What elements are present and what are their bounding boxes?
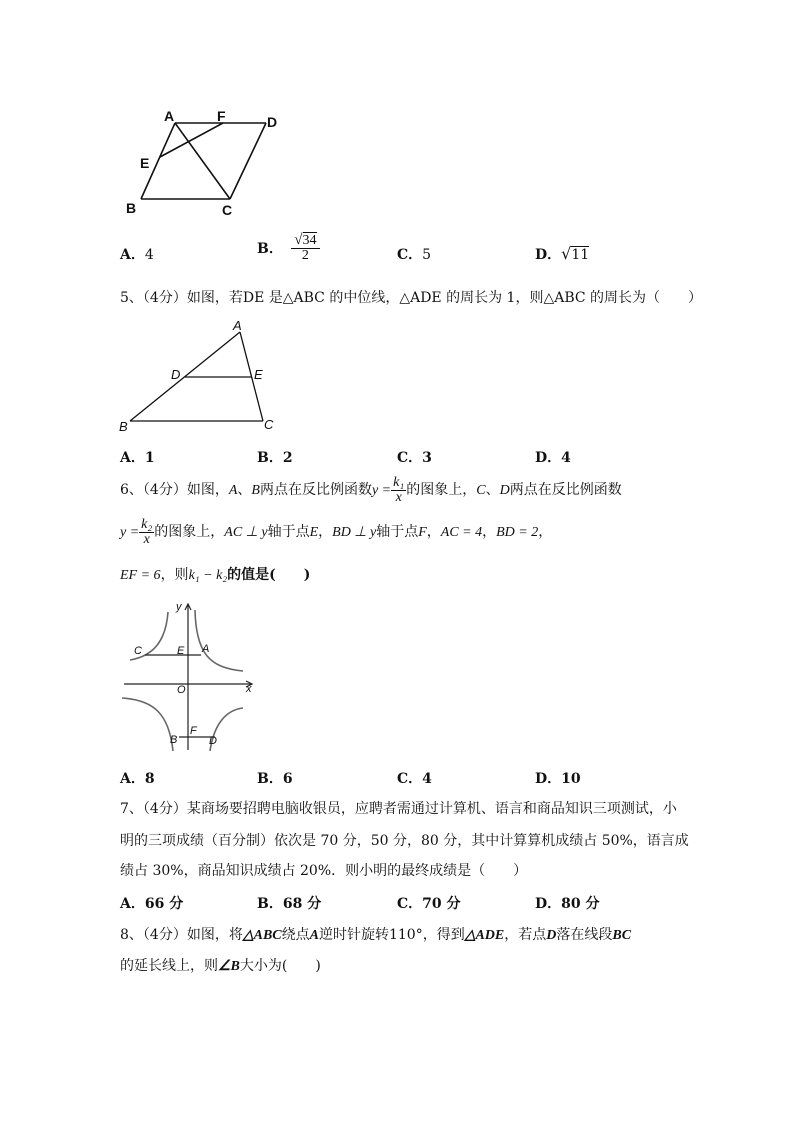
- q6-stem-line2: y = $\frac{\text{k₂}}{x}$ 的图象上，AC ⊥ y轴于点E，BD ⊥ y轴于点F，AC = 4，BD = 2，: [120, 516, 553, 547]
- q6-option-a-label: A．: [120, 771, 145, 787]
- q8-text: ，得到: [422, 927, 465, 943]
- q6-stem-line3: [120, 565, 310, 586]
- q6-option-c[interactable]: [397, 768, 432, 788]
- q4-option-c-label: C．: [397, 247, 423, 263]
- q7-option-a-value: 66 分: [144, 896, 184, 912]
- q8-segment-bc: BC: [612, 928, 632, 943]
- q7-option-a-label: A．: [120, 896, 145, 912]
- q8-text: 如图，将: [186, 927, 243, 943]
- q5-option-d[interactable]: [535, 447, 571, 467]
- q6-option-a[interactable]: [120, 768, 155, 788]
- q4-option-b-denominator: 2: [301, 248, 309, 263]
- q7-option-b[interactable]: [257, 893, 321, 913]
- q8-rotation-angle: 110°: [388, 927, 423, 943]
- q6-point-a: A: [228, 483, 238, 498]
- q6-curve-k1-branch-1: [195, 610, 243, 671]
- q6-option-b[interactable]: [257, 768, 293, 788]
- q6-label-a: A: [202, 643, 210, 655]
- q5-label-a: A: [233, 318, 242, 333]
- q6-ac-perp: AC ⊥ y: [224, 525, 268, 540]
- q4-label-c: C: [222, 202, 233, 218]
- q6-point-b: B: [251, 483, 260, 498]
- q6-option-c-label: C．: [397, 771, 423, 787]
- q6-label-f: F: [190, 725, 197, 737]
- q7-option-b-label: B．: [257, 896, 283, 912]
- q6-option-d[interactable]: [535, 768, 581, 788]
- q7-stem-line1: [120, 799, 677, 819]
- q5-label-d: D: [171, 367, 181, 382]
- q7-option-c-value: 70 分: [422, 896, 461, 912]
- q6-text: 两点在反比例函数: [259, 482, 372, 498]
- q4-line-cd: [230, 123, 266, 199]
- q5-text: 如图，若DE 是△ABC 的中位线，△ADE 的周长为 1，则△ABC 的周长为（ ）: [186, 290, 703, 306]
- q6-text: 轴于点: [376, 524, 419, 540]
- q6-text: ，则: [160, 567, 189, 583]
- q8-text: ，若点: [504, 927, 547, 943]
- q6-question: 的值是( ): [227, 567, 311, 583]
- q4-option-c-value: 5: [422, 247, 432, 263]
- q6-label-b: B: [170, 734, 178, 746]
- q7-number: 7、: [120, 801, 143, 817]
- q4-option-c[interactable]: [397, 244, 431, 264]
- q4-label-d: D: [267, 114, 278, 130]
- q6-label-x: x: [246, 683, 252, 695]
- q5-number: 5、: [120, 290, 143, 306]
- q6-bd-perp: BD ⊥ y: [332, 525, 377, 540]
- q4-label-a: A: [164, 108, 175, 124]
- q5-score: （4分）: [142, 290, 187, 306]
- q8-text: 绕点: [281, 927, 310, 943]
- q5-option-b-label: B．: [257, 450, 283, 466]
- q4-line-ef: [160, 123, 223, 157]
- q6-sep: 、: [485, 482, 500, 498]
- q6-option-b-label: B．: [257, 771, 283, 787]
- q8-number: 8、: [120, 927, 143, 943]
- q6-k-difference: k₁ − k₂: [188, 568, 228, 583]
- q8-question: 大小为( ): [239, 958, 321, 974]
- q6-text: 的图象上，: [154, 524, 225, 540]
- q4-option-a[interactable]: [120, 244, 154, 264]
- q4-option-d[interactable]: D．√11: [535, 244, 590, 263]
- q6-function-1-denominator: x: [395, 489, 402, 505]
- q7-stem-line2: [120, 831, 689, 851]
- q6-label-y: y: [176, 601, 182, 613]
- q6-option-d-value: 10: [561, 771, 581, 787]
- q4-label-b: B: [126, 200, 137, 216]
- q6-point-c: C: [476, 483, 486, 498]
- q6-score: （4分）: [142, 482, 187, 498]
- q7-text-1: 某商场要招聘电脑收银员，应聘者需通过计算机、语言和商品知识三项测试，小: [186, 801, 677, 817]
- q8-point-d: D: [546, 928, 557, 943]
- q6-function-2-denominator: x: [143, 531, 150, 547]
- q5-option-a[interactable]: [120, 447, 155, 467]
- q7-option-d-value: 80 分: [561, 896, 600, 912]
- q5-label-b: B: [119, 419, 128, 434]
- q4-option-b[interactable]: B． $\frac{√34}{2}$: [257, 233, 320, 263]
- q6-option-d-label: D．: [535, 771, 562, 787]
- q4-label-e: E: [140, 155, 150, 171]
- q6-point-d: D: [499, 483, 510, 498]
- q6-stem-line1: [120, 473, 622, 508]
- q7-option-d[interactable]: [535, 893, 600, 913]
- q6-option-a-value: 8: [144, 771, 155, 787]
- q5-option-c-value: 3: [422, 450, 432, 466]
- q5-option-b[interactable]: [257, 447, 293, 467]
- q5-triangle-figure: [115, 316, 280, 438]
- q7-stem-line3: [120, 861, 527, 881]
- q7-text-3: 绩占 30%，商品知识成绩占 20%．则小明的最终成绩是（ ）: [120, 863, 528, 879]
- q6-function-1-numerator: k₁: [393, 474, 405, 490]
- q6-text: 的图象上，: [406, 482, 477, 498]
- q8-point-a: A: [309, 928, 319, 943]
- q7-option-c[interactable]: [397, 893, 461, 913]
- q6-hyperbola-figure: [118, 596, 268, 756]
- q6-label-c: C: [134, 645, 142, 657]
- q6-bd-length: BD = 2: [496, 525, 539, 540]
- q7-option-d-label: D．: [535, 896, 562, 912]
- q8-text: 落在线段: [556, 927, 613, 943]
- q8-stem-line2: [120, 956, 321, 977]
- q7-option-c-label: C．: [397, 896, 423, 912]
- q8-triangle-ade: △ADE: [464, 928, 505, 943]
- q8-angle-b: ∠B: [218, 959, 240, 974]
- q5-option-c[interactable]: [397, 447, 432, 467]
- q4-option-a-value: 4: [144, 247, 154, 263]
- q6-ef-length: EF = 6: [120, 568, 161, 583]
- q6-label-d: D: [209, 735, 217, 747]
- q4-option-b-label: B．: [257, 241, 283, 257]
- q6-function-1-lhs: y =: [371, 483, 392, 498]
- q4-option-a-label: A．: [120, 247, 145, 263]
- q6-point-e: E: [309, 525, 319, 540]
- q7-text-2: 明的三项成绩（百分制）依次是 70 分，50 分，80 分，其中计算算机成绩占 50%，语言成: [120, 833, 689, 849]
- q6-function-1-fraction: [391, 476, 406, 505]
- q6-text: 两点在反比例函数: [509, 482, 622, 498]
- q5-option-b-value: 2: [282, 450, 293, 466]
- q4-parallelogram-figure: [120, 100, 300, 225]
- q4-option-b-radicand: 34: [302, 233, 317, 248]
- q6-text: 如图，: [186, 482, 229, 498]
- q6-function-2-numerator: k₂: [141, 516, 153, 532]
- q6-point-f: F: [418, 525, 427, 540]
- q7-option-b-value: 68 分: [282, 896, 322, 912]
- q8-text: 逆时针旋转: [318, 927, 389, 943]
- q5-option-d-label: D．: [535, 450, 562, 466]
- q6-function-2-lhs: y =: [120, 525, 140, 540]
- q8-triangle-abc: △ABC: [242, 928, 282, 943]
- q8-stem-line1: [120, 925, 631, 946]
- q4-label-f: F: [217, 108, 226, 124]
- q5-option-a-label: A．: [120, 450, 145, 466]
- q8-text: 的延长线上，则: [120, 958, 218, 974]
- q6-ac-length: AC = 4: [440, 525, 483, 540]
- q6-curve-k1-branch-3: [122, 698, 173, 751]
- q6-option-c-value: 4: [422, 771, 432, 787]
- q6-number: 6、: [120, 482, 143, 498]
- q6-option-b-value: 6: [282, 771, 293, 787]
- q5-option-c-label: C．: [397, 450, 423, 466]
- q4-option-d-label: D．: [535, 247, 562, 263]
- q5-stem: [120, 288, 702, 308]
- q6-text: 轴于点: [267, 524, 310, 540]
- q5-option-a-value: 1: [144, 450, 155, 466]
- q6-label-o: O: [177, 684, 186, 696]
- q6-function-2-fraction: [139, 518, 154, 547]
- q4-option-d-radicand: 11: [571, 247, 590, 263]
- q7-score: （4分）: [142, 801, 187, 817]
- q7-option-a[interactable]: [120, 893, 183, 913]
- q8-score: （4分）: [142, 927, 187, 943]
- q5-label-e: E: [254, 367, 263, 382]
- q5-label-c: C: [264, 417, 274, 432]
- q6-sep: 、: [237, 482, 252, 498]
- q5-option-d-value: 4: [561, 450, 571, 466]
- q6-label-e: E: [177, 645, 185, 657]
